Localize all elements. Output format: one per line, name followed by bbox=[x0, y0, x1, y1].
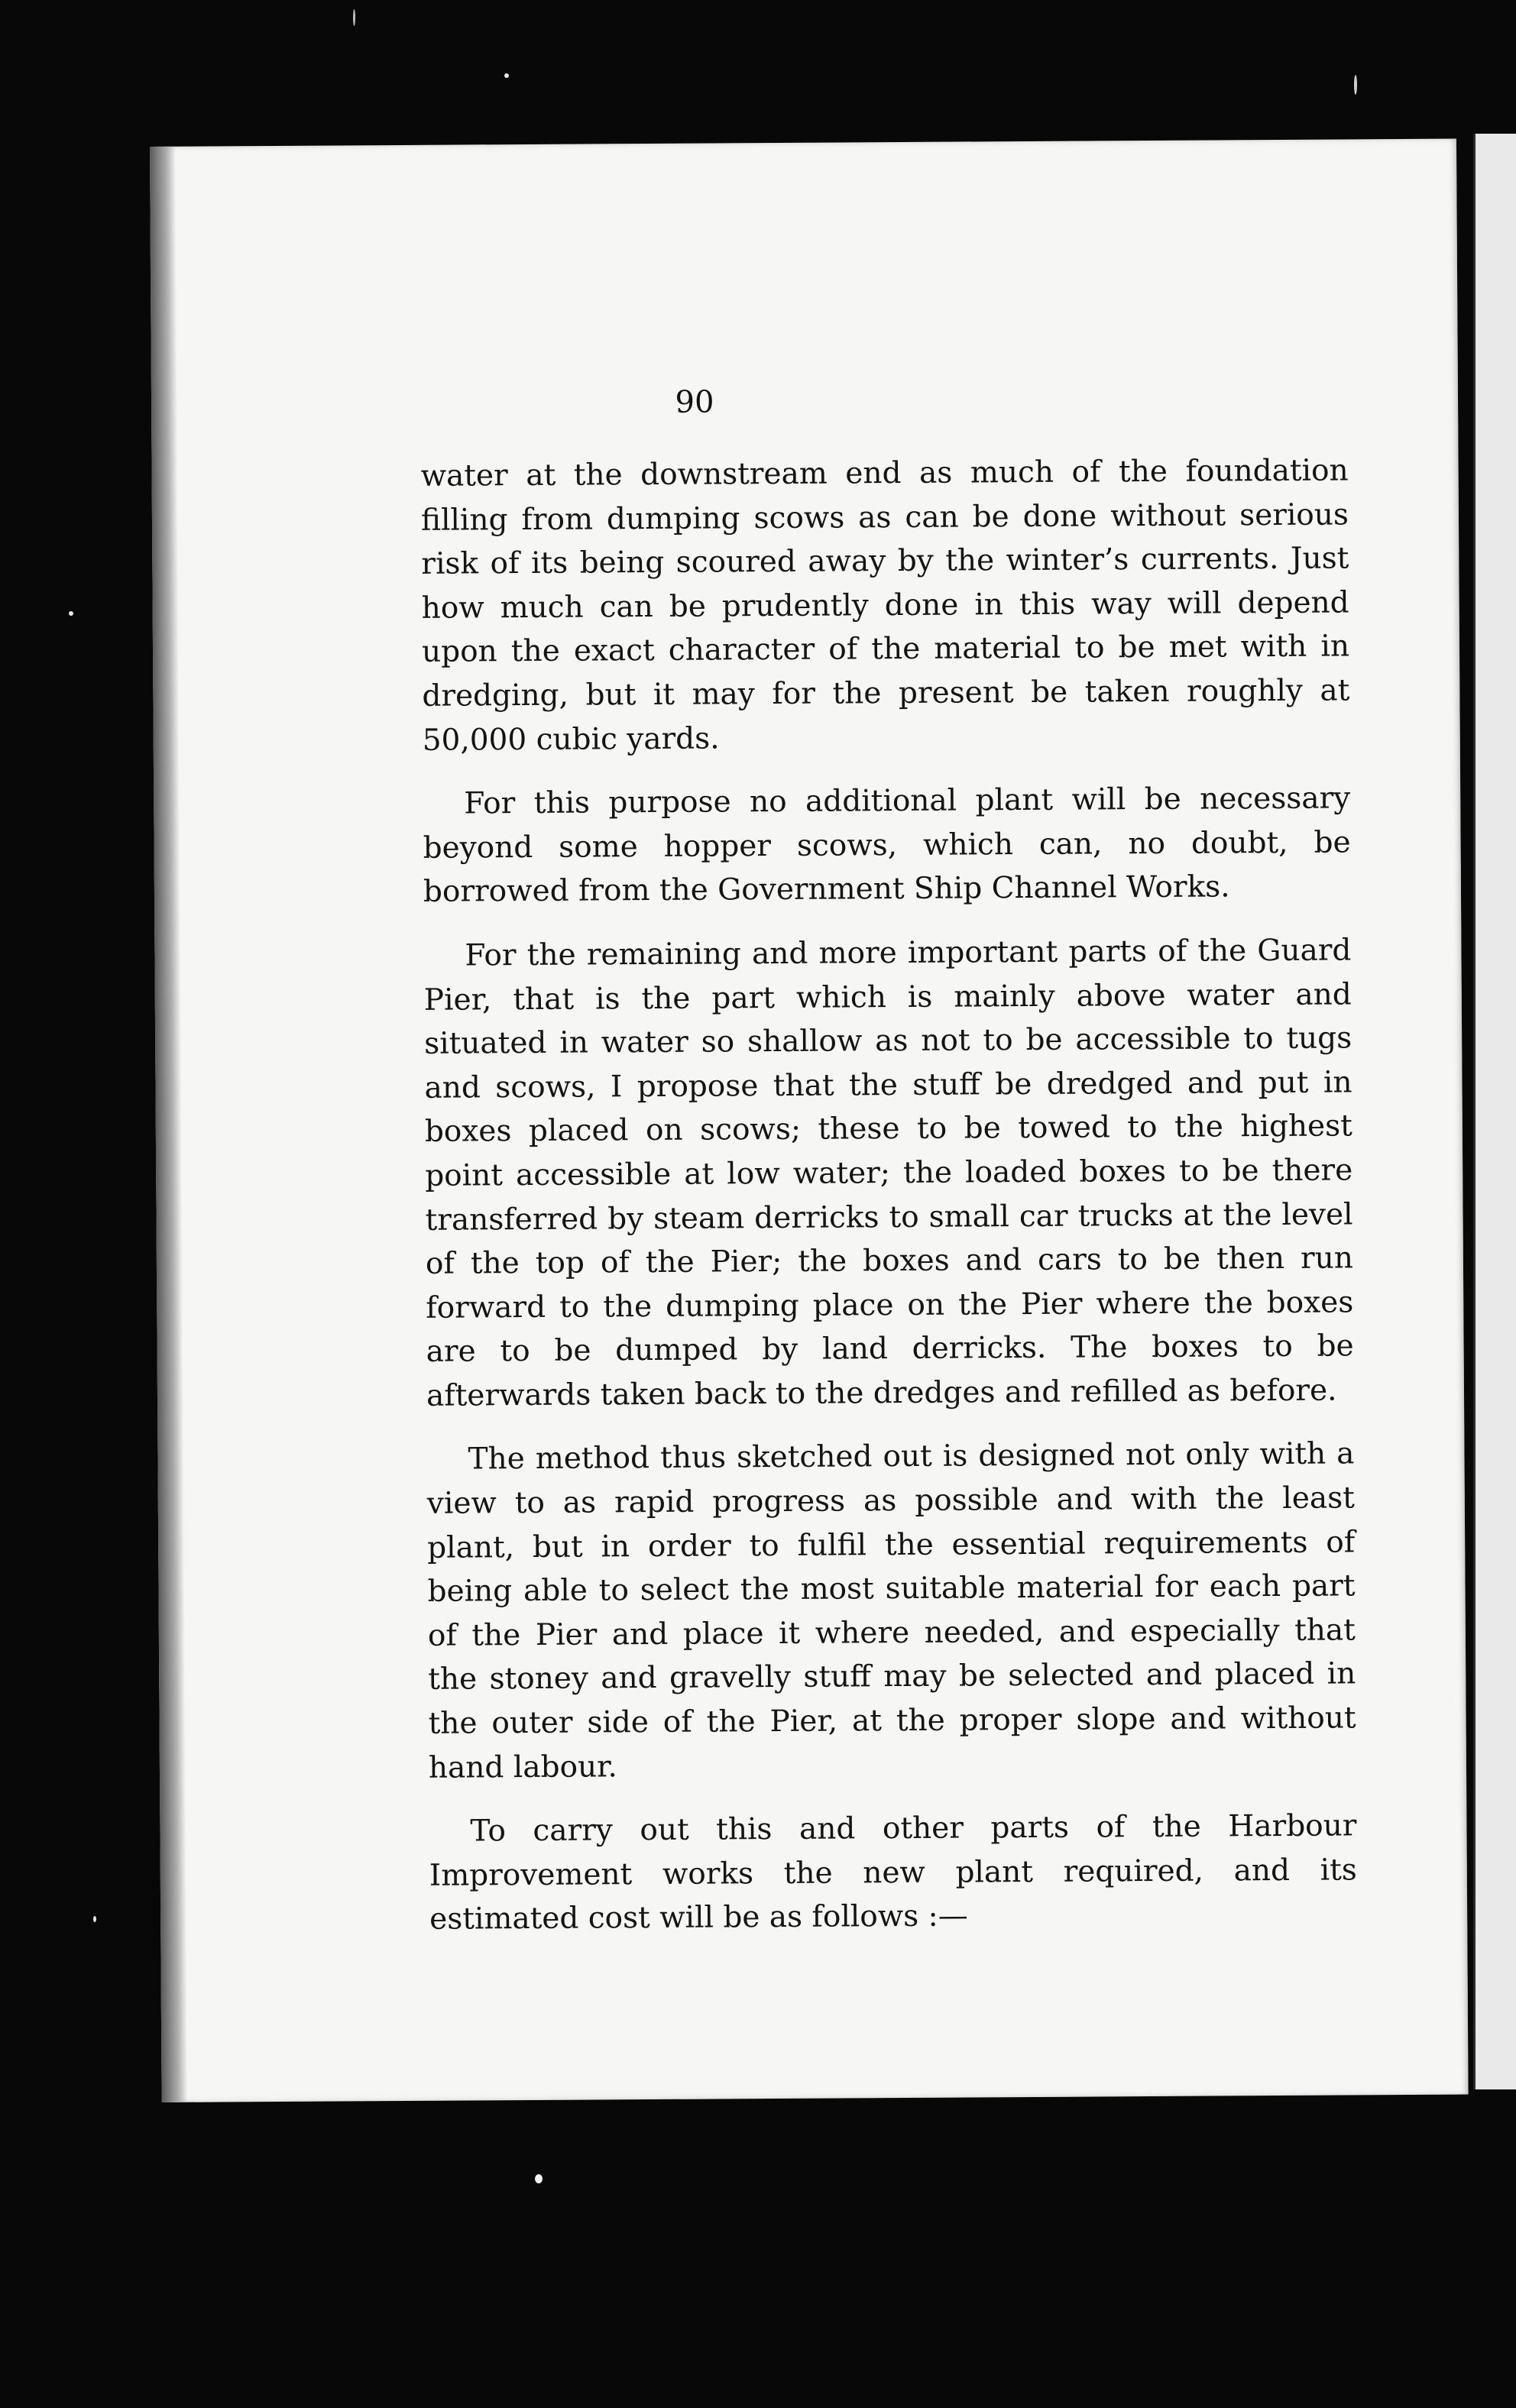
dust-speck bbox=[535, 2174, 543, 2183]
adjacent-page-edge bbox=[1473, 134, 1516, 2089]
dust-speck bbox=[93, 1916, 96, 1922]
paragraph-1: water at the downstream end as much of the foundation filling from dumping scows as can be done without serious risk of its being scoured away by the winter’s currents. Just how much can be prudently done in this way will depend upon the exact character of the material to be met with in dredging, but it may for the present be taken roughly at 50,000 cubic yards. bbox=[420, 453, 1350, 758]
paragraph-2: For this purpose no additional plant will be necessary beyond some hopper scows, which can, no doubt, be borrowed from the Government Ship Channel Works. bbox=[423, 781, 1351, 910]
paragraph-5: To carry out this and other parts of the Harbour Improvement works the new plant required, and its estimated cost will be as follows :— bbox=[429, 1808, 1357, 1937]
dust-speck bbox=[353, 9, 355, 26]
page-body-text bbox=[420, 448, 1357, 1941]
paragraph-3: For the remaining and more important parts of the Guard Pier, that is the part which is mainly above water and situated in water so shallow as not to be accessible to tugs and scows, I propose that the stuff be dredged and put in boxes placed on scows; these to be towed to the highest point accessible at low water; the loaded boxes to be there transferred by steam derricks to small car trucks at the level of the top of the Pier; the boxes and cars to be then run forward to the dumping place on the Pier where the boxes are to be dumped by land derricks. The boxes to be afterwards taken back to the dredges and refilled as before. bbox=[423, 933, 1354, 1413]
dust-speck bbox=[504, 73, 509, 78]
dust-speck bbox=[69, 611, 73, 616]
page-number: 90 bbox=[675, 384, 714, 420]
paragraph-4: The method thus sketched out is designed not only with a view to as rapid progress as possible and with the least plant, but in order to fulfil the essential requirements of being able to select the most suitable material for each part of the Pier and place it where needed, and especially that the stoney and gravelly stuff may be selected and placed in the outer side of the Pier, at the proper slope and without hand labour. bbox=[426, 1436, 1356, 1785]
dust-speck bbox=[1354, 75, 1357, 95]
book-page bbox=[150, 139, 1469, 2102]
